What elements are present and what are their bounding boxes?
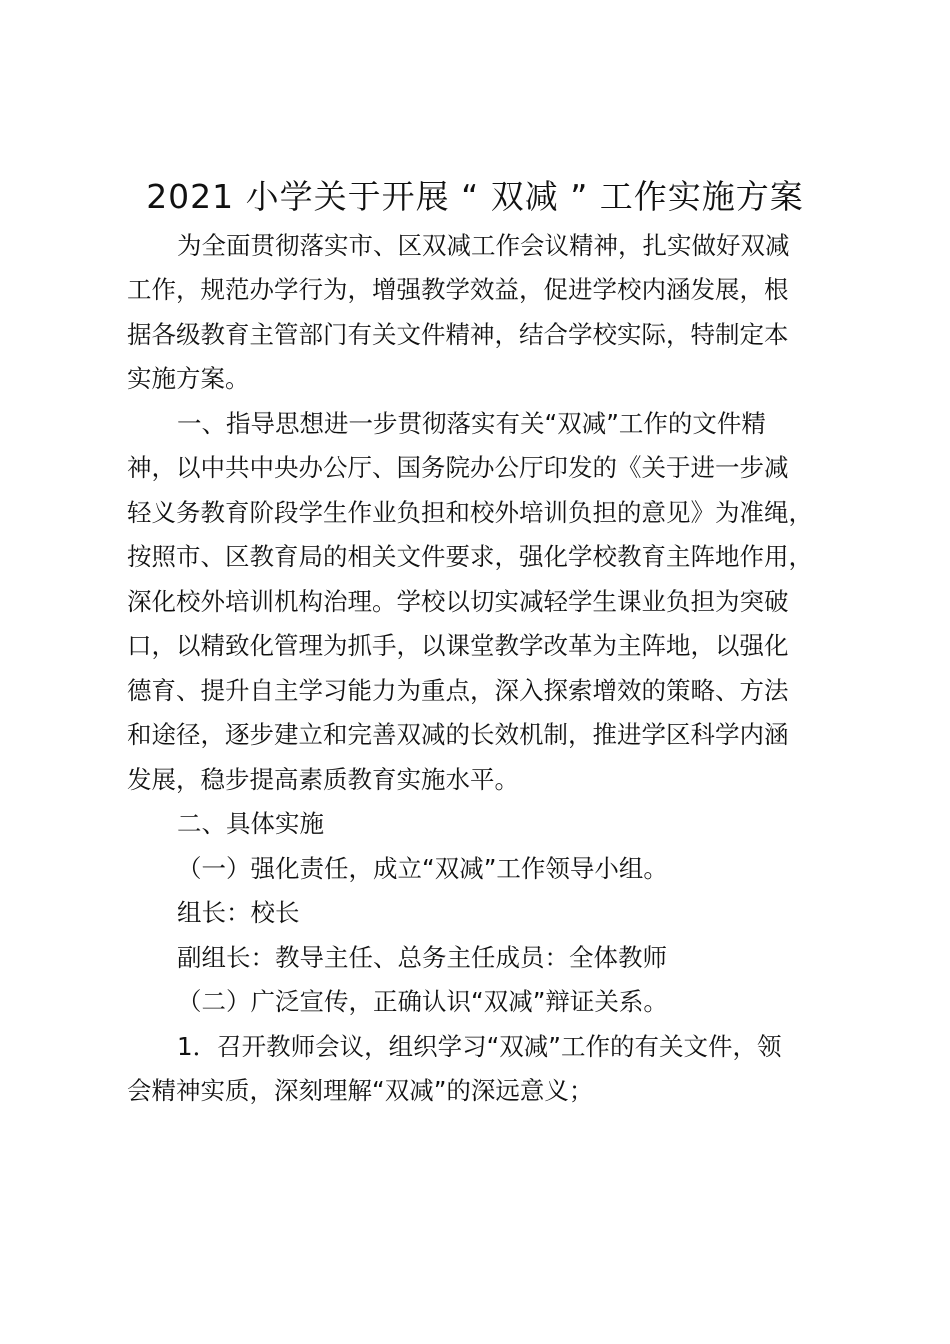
paragraph-line: 轻义务教育阶段学生作业负担和校外培训负担的意见》为准绳， [127,498,813,527]
paragraph-line: 发展，稳步提高素质教育实施水平。 [127,765,519,794]
paragraph-line: 组长：校长 [177,898,300,927]
subsection-heading: （二）广泛宣传，正确认识“双减”辩证关系。 [177,987,668,1016]
subsection-heading: （一）强化责任，成立“双减”工作领导小组。 [177,854,668,883]
paragraph-line: 德育、提升自主学习能力为重点，深入探索增效的策略、方法 [127,676,789,705]
paragraph-line: 实施方案。 [127,364,250,393]
paragraph-line: 工作，规范办学行为，增强教学效益，促进学校内涵发展，根 [127,275,789,304]
paragraph-line: 据各级教育主管部门有关文件精神，结合学校实际，特制定本 [127,320,789,349]
paragraph-line: 为全面贯彻落实市、区双减工作会议精神，扎实做好双减 [177,231,790,260]
section-heading: 二、具体实施 [177,809,324,838]
paragraph-line: 和途径，逐步建立和完善双减的长效机制，推进学区科学内涵 [127,720,789,749]
paragraph-line: 按照市、区教育局的相关文件要求，强化学校教育主阵地作用， [127,542,813,571]
paragraph-line: 神，以中共中央办公厅、国务院办公厅印发的《关于进一步减 [127,453,789,482]
paragraph-line: 会精神实质，深刻理解“双减”的深远意义； [127,1076,594,1105]
document-title: 2021 小学关于开展 “ 双减 ” 工作实施方案 [146,177,804,216]
paragraph-line: 1．召开教师会议，组织学习“双减”工作的有关文件，领 [177,1032,782,1061]
paragraph-line: 口，以精致化管理为抓手，以课堂教学改革为主阵地，以强化 [127,631,789,660]
paragraph-line: 深化校外培训机构治理。学校以切实减轻学生课业负担为突破 [127,587,789,616]
paragraph-line: 副组长：教导主任、总务主任成员：全体教师 [177,943,667,972]
paragraph-line: 一、指导思想进一步贯彻落实有关“双减”工作的文件精 [177,409,766,438]
